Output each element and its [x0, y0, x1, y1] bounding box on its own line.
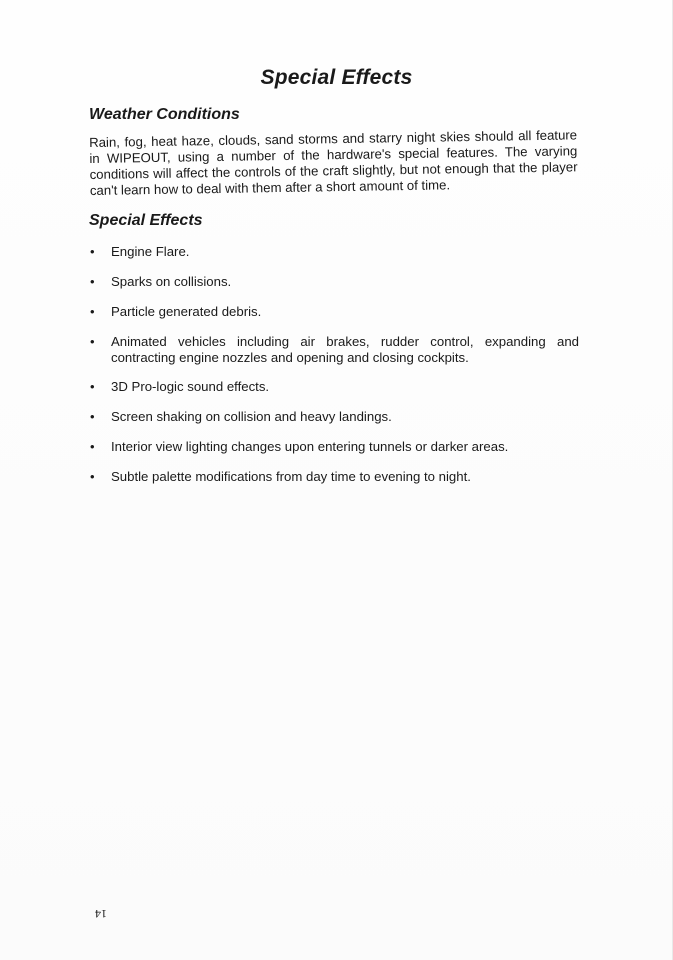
bullet-icon: •	[90, 439, 95, 454]
list-item-text: Engine Flare.	[111, 244, 190, 259]
list-item-text: Animated vehicles including air brakes, rudder control, expanding and contracting engine nozzles and opening and closing cockpits.	[111, 334, 579, 365]
list-item	[89, 469, 579, 485]
list-item	[89, 334, 579, 366]
list-item-text: Subtle palette modifications from day time to evening to night.	[111, 469, 471, 484]
weather-conditions-paragraph: Rain, fog, heat haze, clouds, sand storms and starry night skies should all feature in WIPEOUT, using a number of the hardware's special features. The varying conditions will affect the controls of the craft slightly, but not enough that the player can't learn how to deal with them after a short amount of time.	[89, 127, 578, 198]
bullet-icon: •	[90, 469, 95, 484]
bullet-icon: •	[90, 274, 95, 289]
list-item-text: Screen shaking on collision and heavy landings.	[111, 409, 392, 424]
special-effects-list	[89, 244, 579, 499]
bullet-icon: •	[90, 379, 95, 394]
bullet-icon: •	[90, 244, 95, 259]
list-item	[89, 274, 579, 290]
bullet-icon: •	[90, 334, 95, 349]
page-number: 14	[95, 907, 107, 921]
list-item	[89, 304, 579, 320]
special-effects-heading: Special Effects	[89, 212, 203, 229]
bullet-icon: •	[90, 304, 95, 319]
list-item-text: Particle generated debris.	[111, 304, 262, 319]
list-item-text: Sparks on collisions.	[111, 274, 232, 289]
list-item	[89, 379, 579, 395]
page-title: Special Effects	[260, 66, 413, 89]
list-item	[89, 244, 579, 260]
list-item	[89, 409, 579, 425]
bullet-icon: •	[90, 409, 95, 424]
list-item-text: Interior view lighting changes upon entering tunnels or darker areas.	[111, 439, 509, 454]
list-item	[89, 439, 579, 455]
list-item-text: 3D Pro-logic sound effects.	[111, 379, 270, 394]
weather-conditions-heading: Weather Conditions	[89, 106, 240, 123]
